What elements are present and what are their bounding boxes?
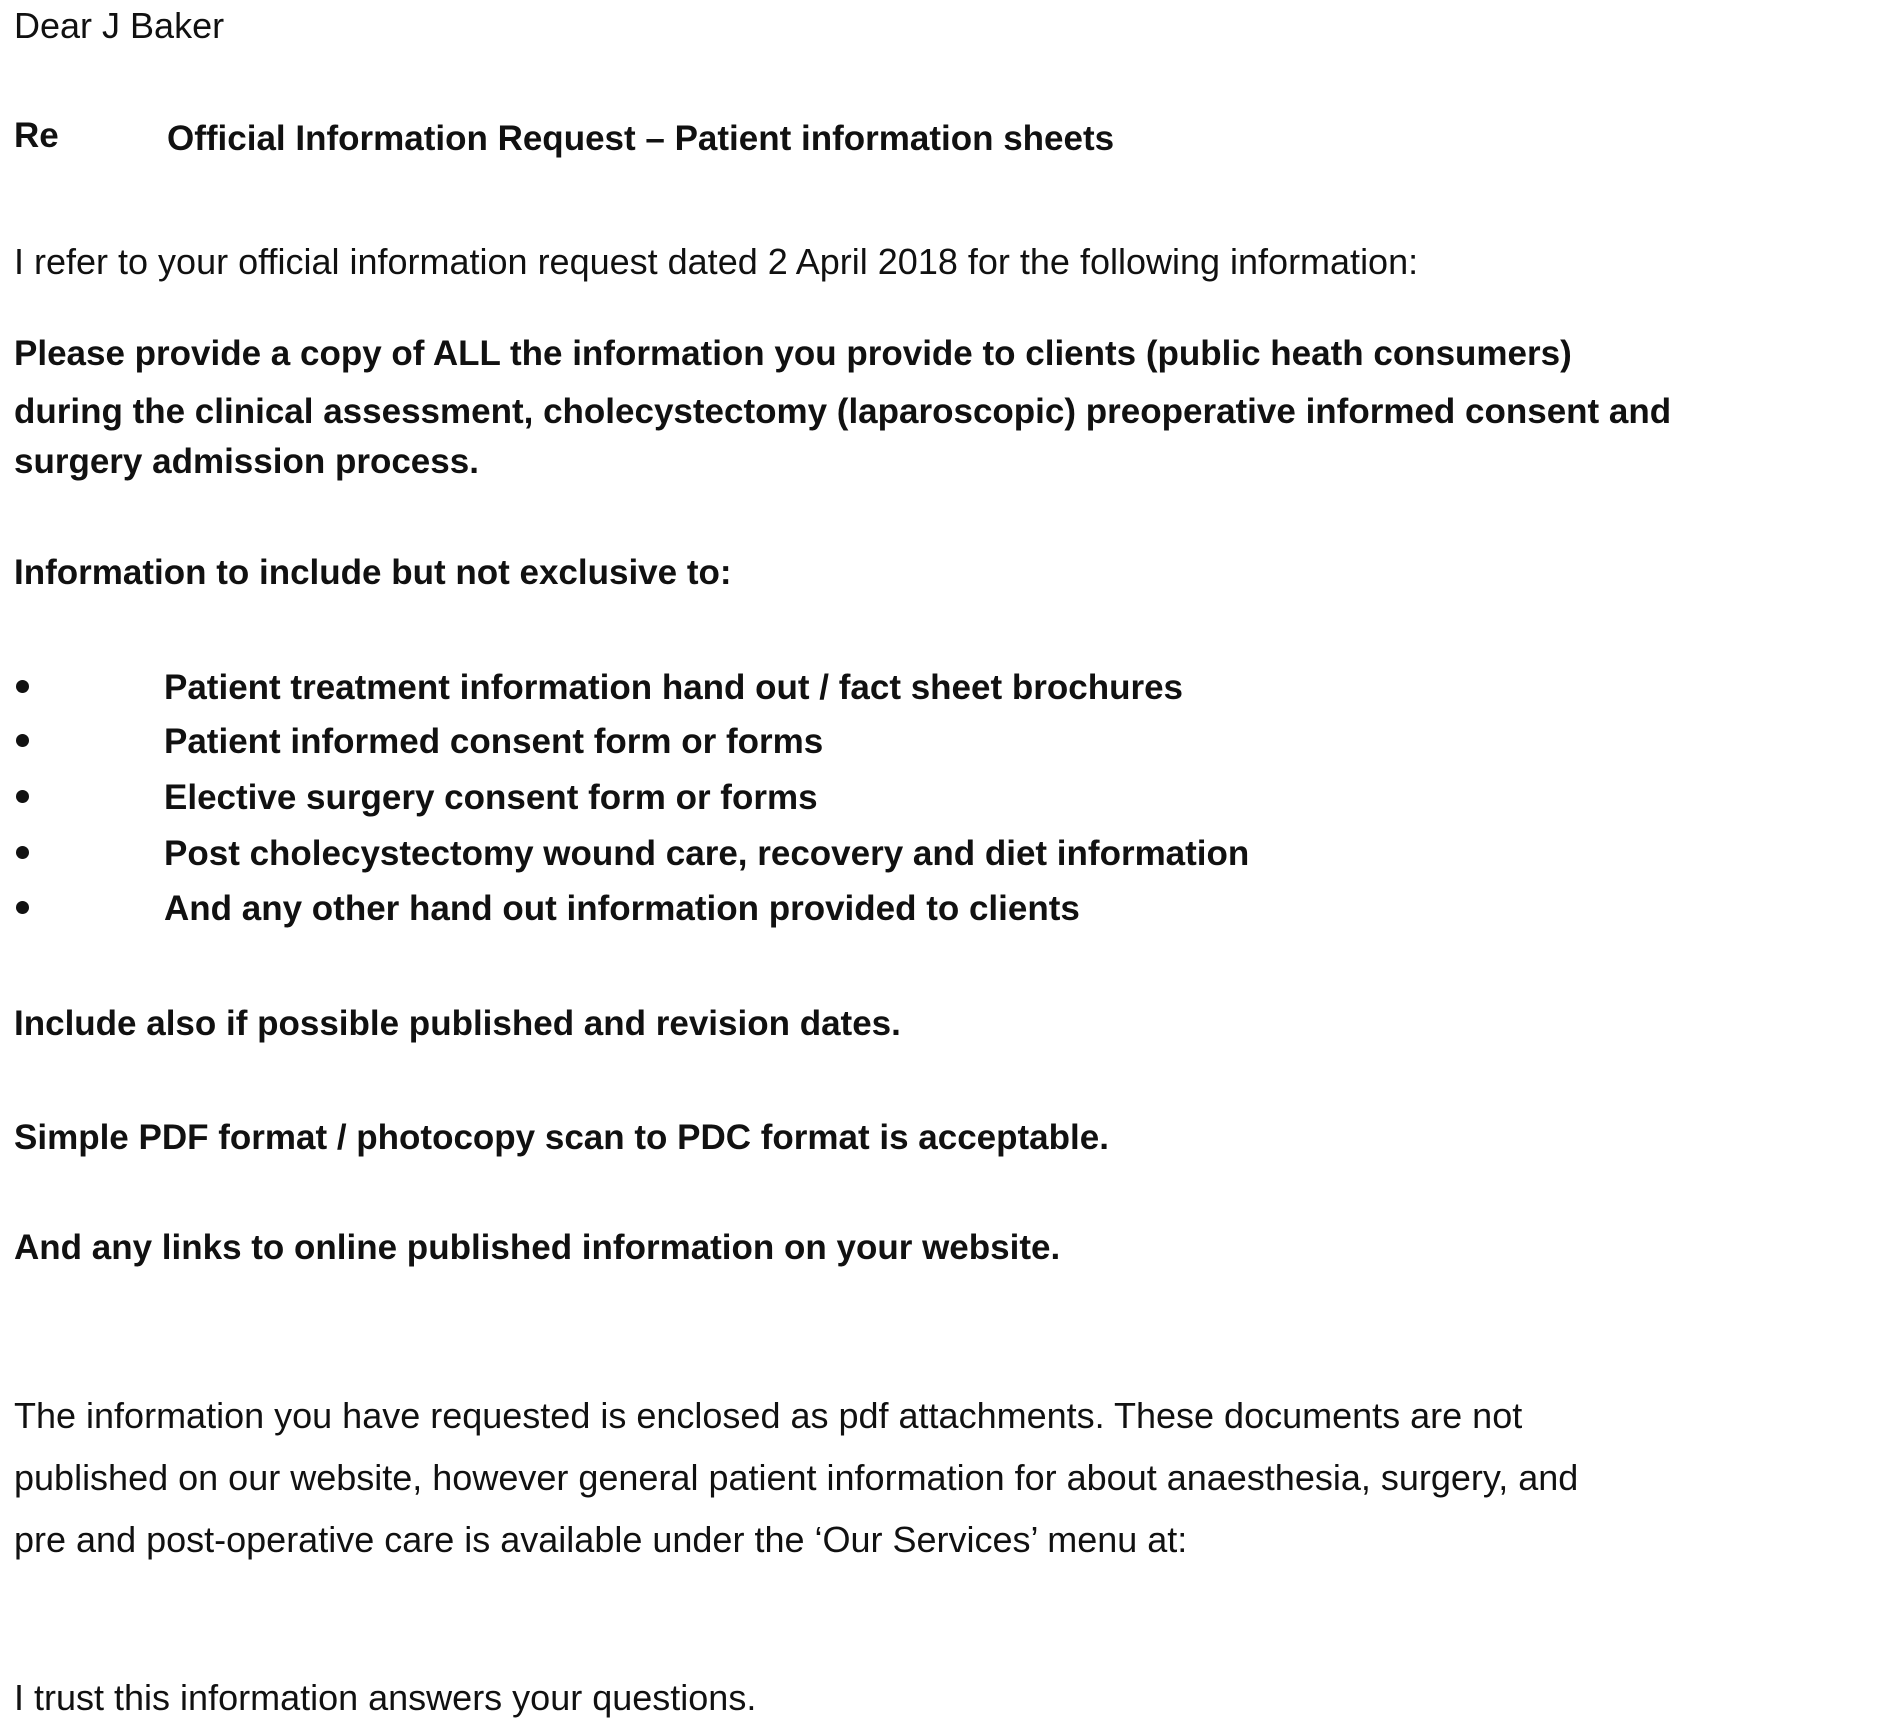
response-line-3: pre and post-operative care is available under the ‘Our Services’ menu at: xyxy=(14,1519,1188,1560)
list-item-text: Elective surgery consent form or forms xyxy=(164,778,818,817)
request-line-1: Please provide a copy of ALL the information you provide to clients (public heath consumers) xyxy=(14,334,1572,373)
website-links-note: And any links to online published information on your website. xyxy=(14,1228,1061,1267)
bullet-icon xyxy=(16,790,29,803)
bullet-icon xyxy=(16,846,29,859)
closing-line: I trust this information answers your questions. xyxy=(14,1677,757,1718)
re-label: Re xyxy=(14,116,59,155)
list-item-text: And any other hand out information provided to clients xyxy=(164,889,1080,928)
bullet-icon xyxy=(16,901,29,914)
list-item-text: Patient treatment information hand out / fact sheet brochures xyxy=(164,668,1184,707)
include-heading: Information to include but not exclusive to: xyxy=(14,553,732,592)
request-line-3: surgery admission process. xyxy=(14,442,479,481)
request-line-2: during the clinical assessment, cholecystectomy (laparoscopic) preoperative informed consent and xyxy=(14,392,1672,431)
pdf-format-note: Simple PDF format / photocopy scan to PDC format is acceptable. xyxy=(14,1118,1109,1157)
response-line-1: The information you have requested is enclosed as pdf attachments. These documents are not xyxy=(14,1395,1523,1436)
bullet-icon xyxy=(16,734,29,747)
list-item-text: Post cholecystectomy wound care, recovery and diet information xyxy=(164,834,1250,873)
bullet-icon xyxy=(16,680,29,693)
re-subject: Official Information Request – Patient information sheets xyxy=(167,119,1115,158)
response-line-2: published on our website, however general patient information for about anaesthesia, surgery, and xyxy=(14,1457,1579,1498)
include-dates-note: Include also if possible published and revision dates. xyxy=(14,1004,901,1043)
salutation: Dear J Baker xyxy=(14,5,225,46)
list-item-text: Patient informed consent form or forms xyxy=(164,722,824,761)
intro-paragraph: I refer to your official information request dated 2 April 2018 for the following information: xyxy=(14,241,1419,282)
